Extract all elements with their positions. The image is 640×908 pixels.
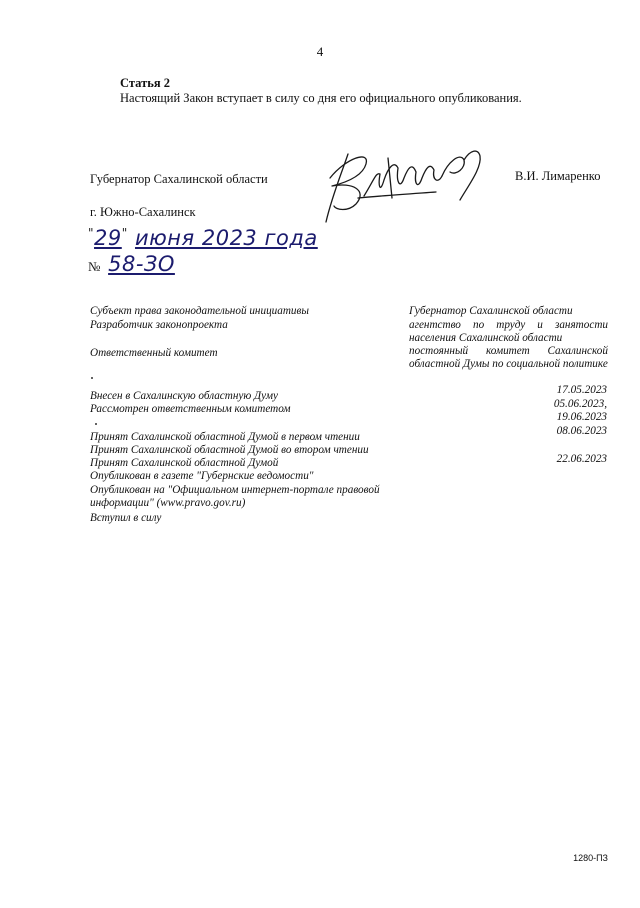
value-subject: Губернатор Сахалинской области (409, 305, 573, 317)
label-entered-force: Вступил в силу (90, 512, 162, 524)
date-day: 29 (94, 226, 122, 250)
value-first-reading: 08.06.2023 (556, 425, 607, 437)
label-committee: Ответственный комитет (90, 347, 218, 359)
value-considered-2: 19.06.2023 (556, 411, 607, 423)
value-introduced: 17.05.2023 (556, 384, 607, 396)
date-month-year: июня 2023 года (134, 226, 318, 250)
value-considered-1: 05.06.2023, (553, 398, 607, 410)
article-title: Статья 2 (120, 76, 170, 90)
document-code: 1280-ПЗ (573, 853, 608, 863)
number-sign: № (88, 259, 101, 274)
city-name: г. Южно-Сахалинск (90, 205, 196, 219)
governor-title: Губернатор Сахалинской области (90, 172, 268, 186)
article-text: Настоящий Закон вступает в силу со дня его официального опубликования. (120, 91, 522, 105)
value-developer: агентство по труду и занятости населения Сахалинской области (409, 319, 608, 344)
governor-signature (318, 138, 493, 230)
label-first-reading: Принят Сахалинской областной Думой в первом чтении (90, 431, 360, 443)
label-second-reading: Принят Сахалинской областной Думой во втором чтении (90, 444, 369, 456)
label-subject: Субъект права законодательной инициативы (90, 305, 309, 317)
label-published-gazette: Опубликован в газете "Губернские ведомости" (90, 470, 314, 482)
label-developer: Разработчик законопроекта (90, 319, 228, 331)
page-number: 4 (316, 44, 324, 59)
law-number (88, 252, 175, 280)
law-number-value: 58-ЗО (108, 252, 175, 276)
value-committee: постоянный комитет Сахалинской областной Думы по социальной политике (409, 345, 608, 370)
label-considered: Рассмотрен ответственным комитетом (90, 403, 291, 415)
stray-mark (95, 423, 97, 425)
governor-name: В.И. Лимаренко (515, 169, 601, 183)
label-adopted: Принят Сахалинской областной Думой (90, 457, 279, 469)
label-published-portal: Опубликован на "Официальном интернет-портале правовой информации" (www.pravo.gov.ru) (90, 484, 380, 509)
value-adopted: 22.06.2023 (556, 453, 607, 465)
label-introduced: Внесен в Сахалинскую областную Думу (90, 390, 278, 402)
stray-mark (91, 377, 93, 379)
signing-date: "29" июня 2023 года (88, 226, 318, 250)
